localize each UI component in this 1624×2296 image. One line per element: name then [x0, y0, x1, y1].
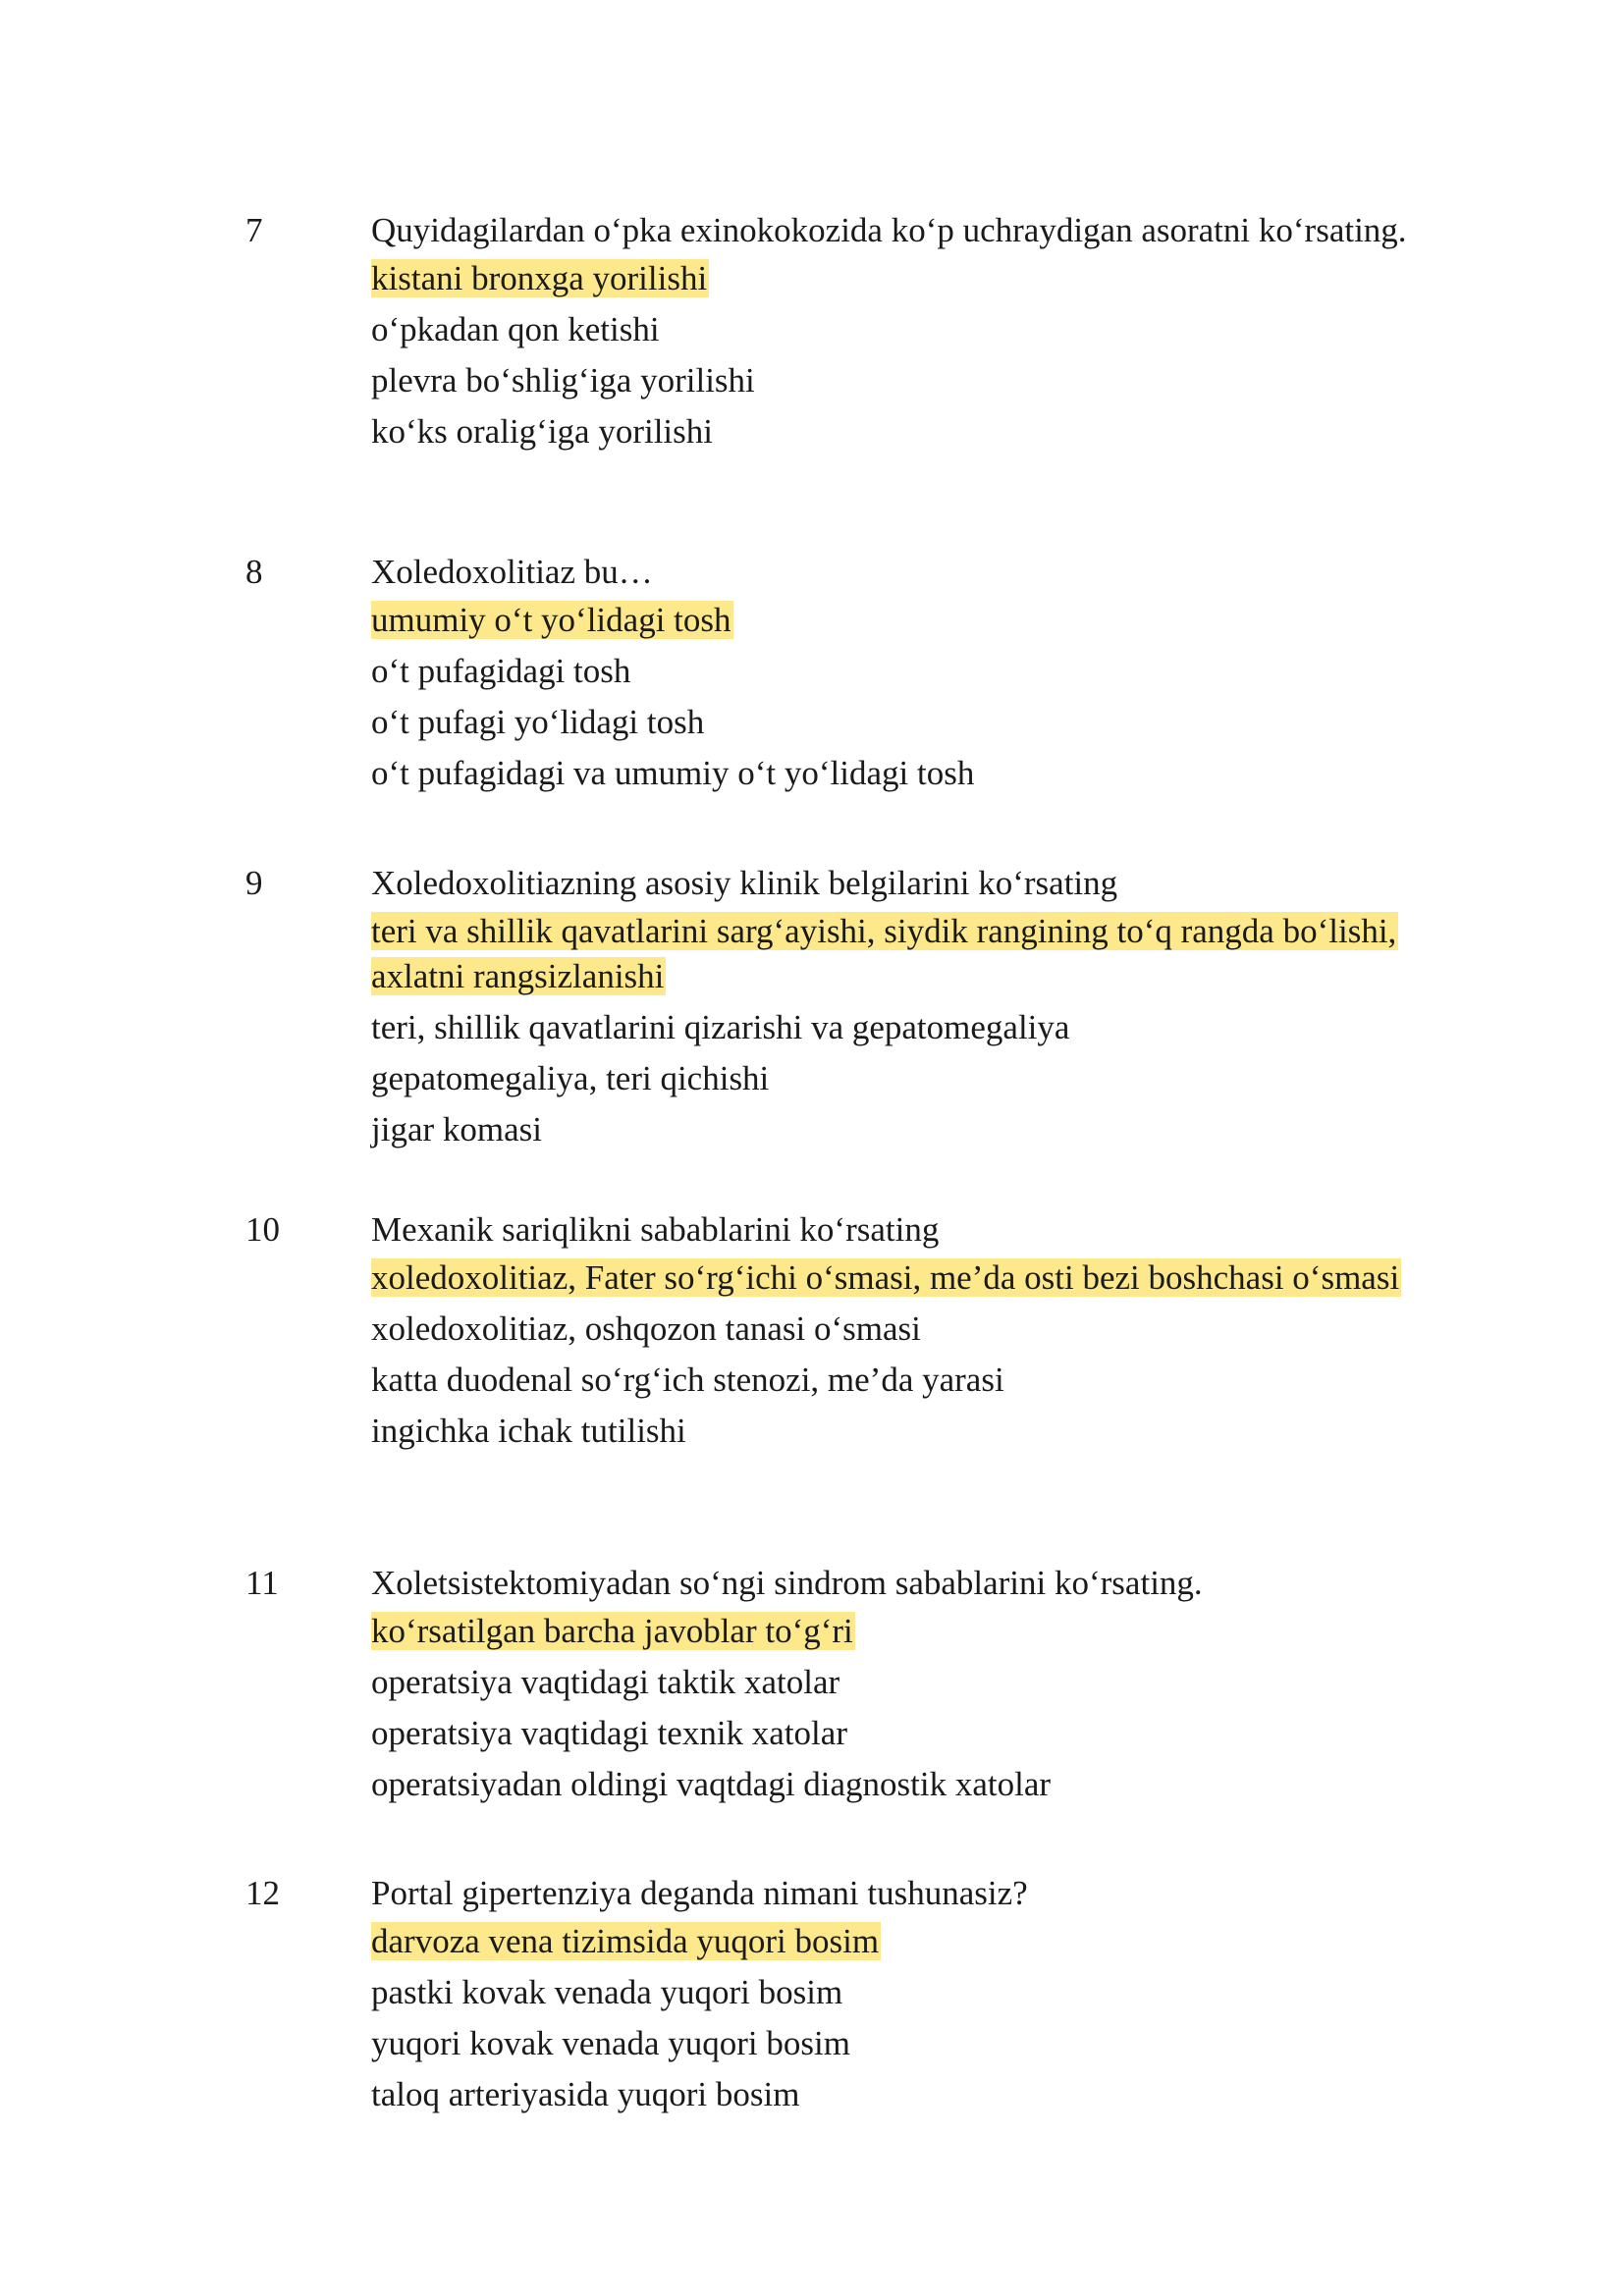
answer-option: katta duodenal so‘rg‘ich stenozi, me’da yarasi	[371, 1361, 1004, 1399]
question-body	[371, 861, 1412, 1158]
question-body	[371, 1561, 1412, 1813]
highlighted-answer: umumiy o‘t yo‘lidagi tosh	[371, 601, 731, 639]
answer-option: gepatomegaliya, teri qichishi	[371, 1059, 770, 1097]
question-body	[371, 1871, 1412, 2123]
answer-option: yuqori kovak venada yuqori bosim	[371, 2024, 850, 2062]
question-number: 12	[245, 1874, 280, 1912]
highlighted-answer: xoledoxolitiaz, Fater so‘rg‘ichi o‘smasi, me’da osti bezi boshchasi o‘smasi	[371, 1258, 1400, 1297]
question-number: 10	[245, 1210, 280, 1249]
question-text: Xoledoxolitiazning asosiy klinik belgilarini ko‘rsating	[371, 864, 1118, 902]
answer-option: ingichka ichak tutilishi	[371, 1412, 686, 1450]
answer-option: ko‘ks oralig‘iga yorilishi	[371, 412, 714, 451]
question-body	[371, 1207, 1412, 1460]
question-text: Quyidagilardan o‘pka exinokokozida ko‘p uchraydigan asoratni ko‘rsating.	[371, 211, 1407, 249]
answer-option: o‘t pufagidagi va umumiy o‘t yo‘lidagi tosh	[371, 754, 975, 792]
correct-answer	[371, 598, 1412, 643]
answer-option: pastki kovak venada yuqori bosim	[371, 1973, 843, 2011]
question-body	[371, 208, 1412, 460]
answer-option: teri, shillik qavatlarini qizarishi va gepatomegaliya	[371, 1008, 1070, 1046]
correct-answer	[371, 256, 1412, 301]
highlighted-answer: ko‘rsatilgan barcha javoblar to‘g‘ri	[371, 1612, 853, 1650]
question-text: Xoletsistektomiyadan so‘ngi sindrom sabablarini ko‘rsating.	[371, 1564, 1203, 1602]
correct-answer	[371, 1919, 1412, 1964]
question-number: 9	[245, 864, 263, 902]
answer-option: plevra bo‘shlig‘iga yorilishi	[371, 361, 755, 400]
answer-option: o‘t pufagi yo‘lidagi tosh	[371, 703, 705, 741]
question-number: 8	[245, 553, 263, 591]
question-number: 11	[245, 1564, 279, 1602]
answer-option: o‘t pufagidagi tosh	[371, 652, 631, 690]
answer-option: operatsiyadan oldingi vaqtdagi diagnostik xatolar	[371, 1765, 1052, 1803]
answer-option: operatsiya vaqtidagi taktik xatolar	[371, 1663, 840, 1701]
answer-option: xoledoxolitiaz, oshqozon tanasi o‘smasi	[371, 1309, 921, 1348]
correct-answer	[371, 1255, 1412, 1301]
answer-option: taloq arteriyasida yuqori bosim	[371, 2075, 800, 2113]
answer-option: operatsiya vaqtidagi texnik xatolar	[371, 1714, 847, 1752]
question-text: Portal gipertenziya deganda nimani tushunasiz?	[371, 1874, 1028, 1912]
answer-option: jigar komasi	[371, 1110, 542, 1148]
highlighted-answer: kistani bronxga yorilishi	[371, 259, 708, 297]
answer-option: o‘pkadan qon ketishi	[371, 310, 660, 348]
correct-answer	[371, 909, 1412, 999]
correct-answer	[371, 1609, 1412, 1654]
highlighted-answer: darvoza vena tizimsida yuqori bosim	[371, 1922, 880, 1960]
highlighted-answer: teri va shillik qavatlarini sarg‘ayishi, siydik rangining to‘q rangda bo‘lishi, axlatni rangsizlanishi	[371, 912, 1397, 995]
question-number: 7	[245, 211, 263, 249]
question-text: Xoledoxolitiaz bu…	[371, 553, 653, 591]
question-body	[371, 550, 1412, 802]
question-text: Mexanik sariqlikni sabablarini ko‘rsating	[371, 1210, 940, 1249]
